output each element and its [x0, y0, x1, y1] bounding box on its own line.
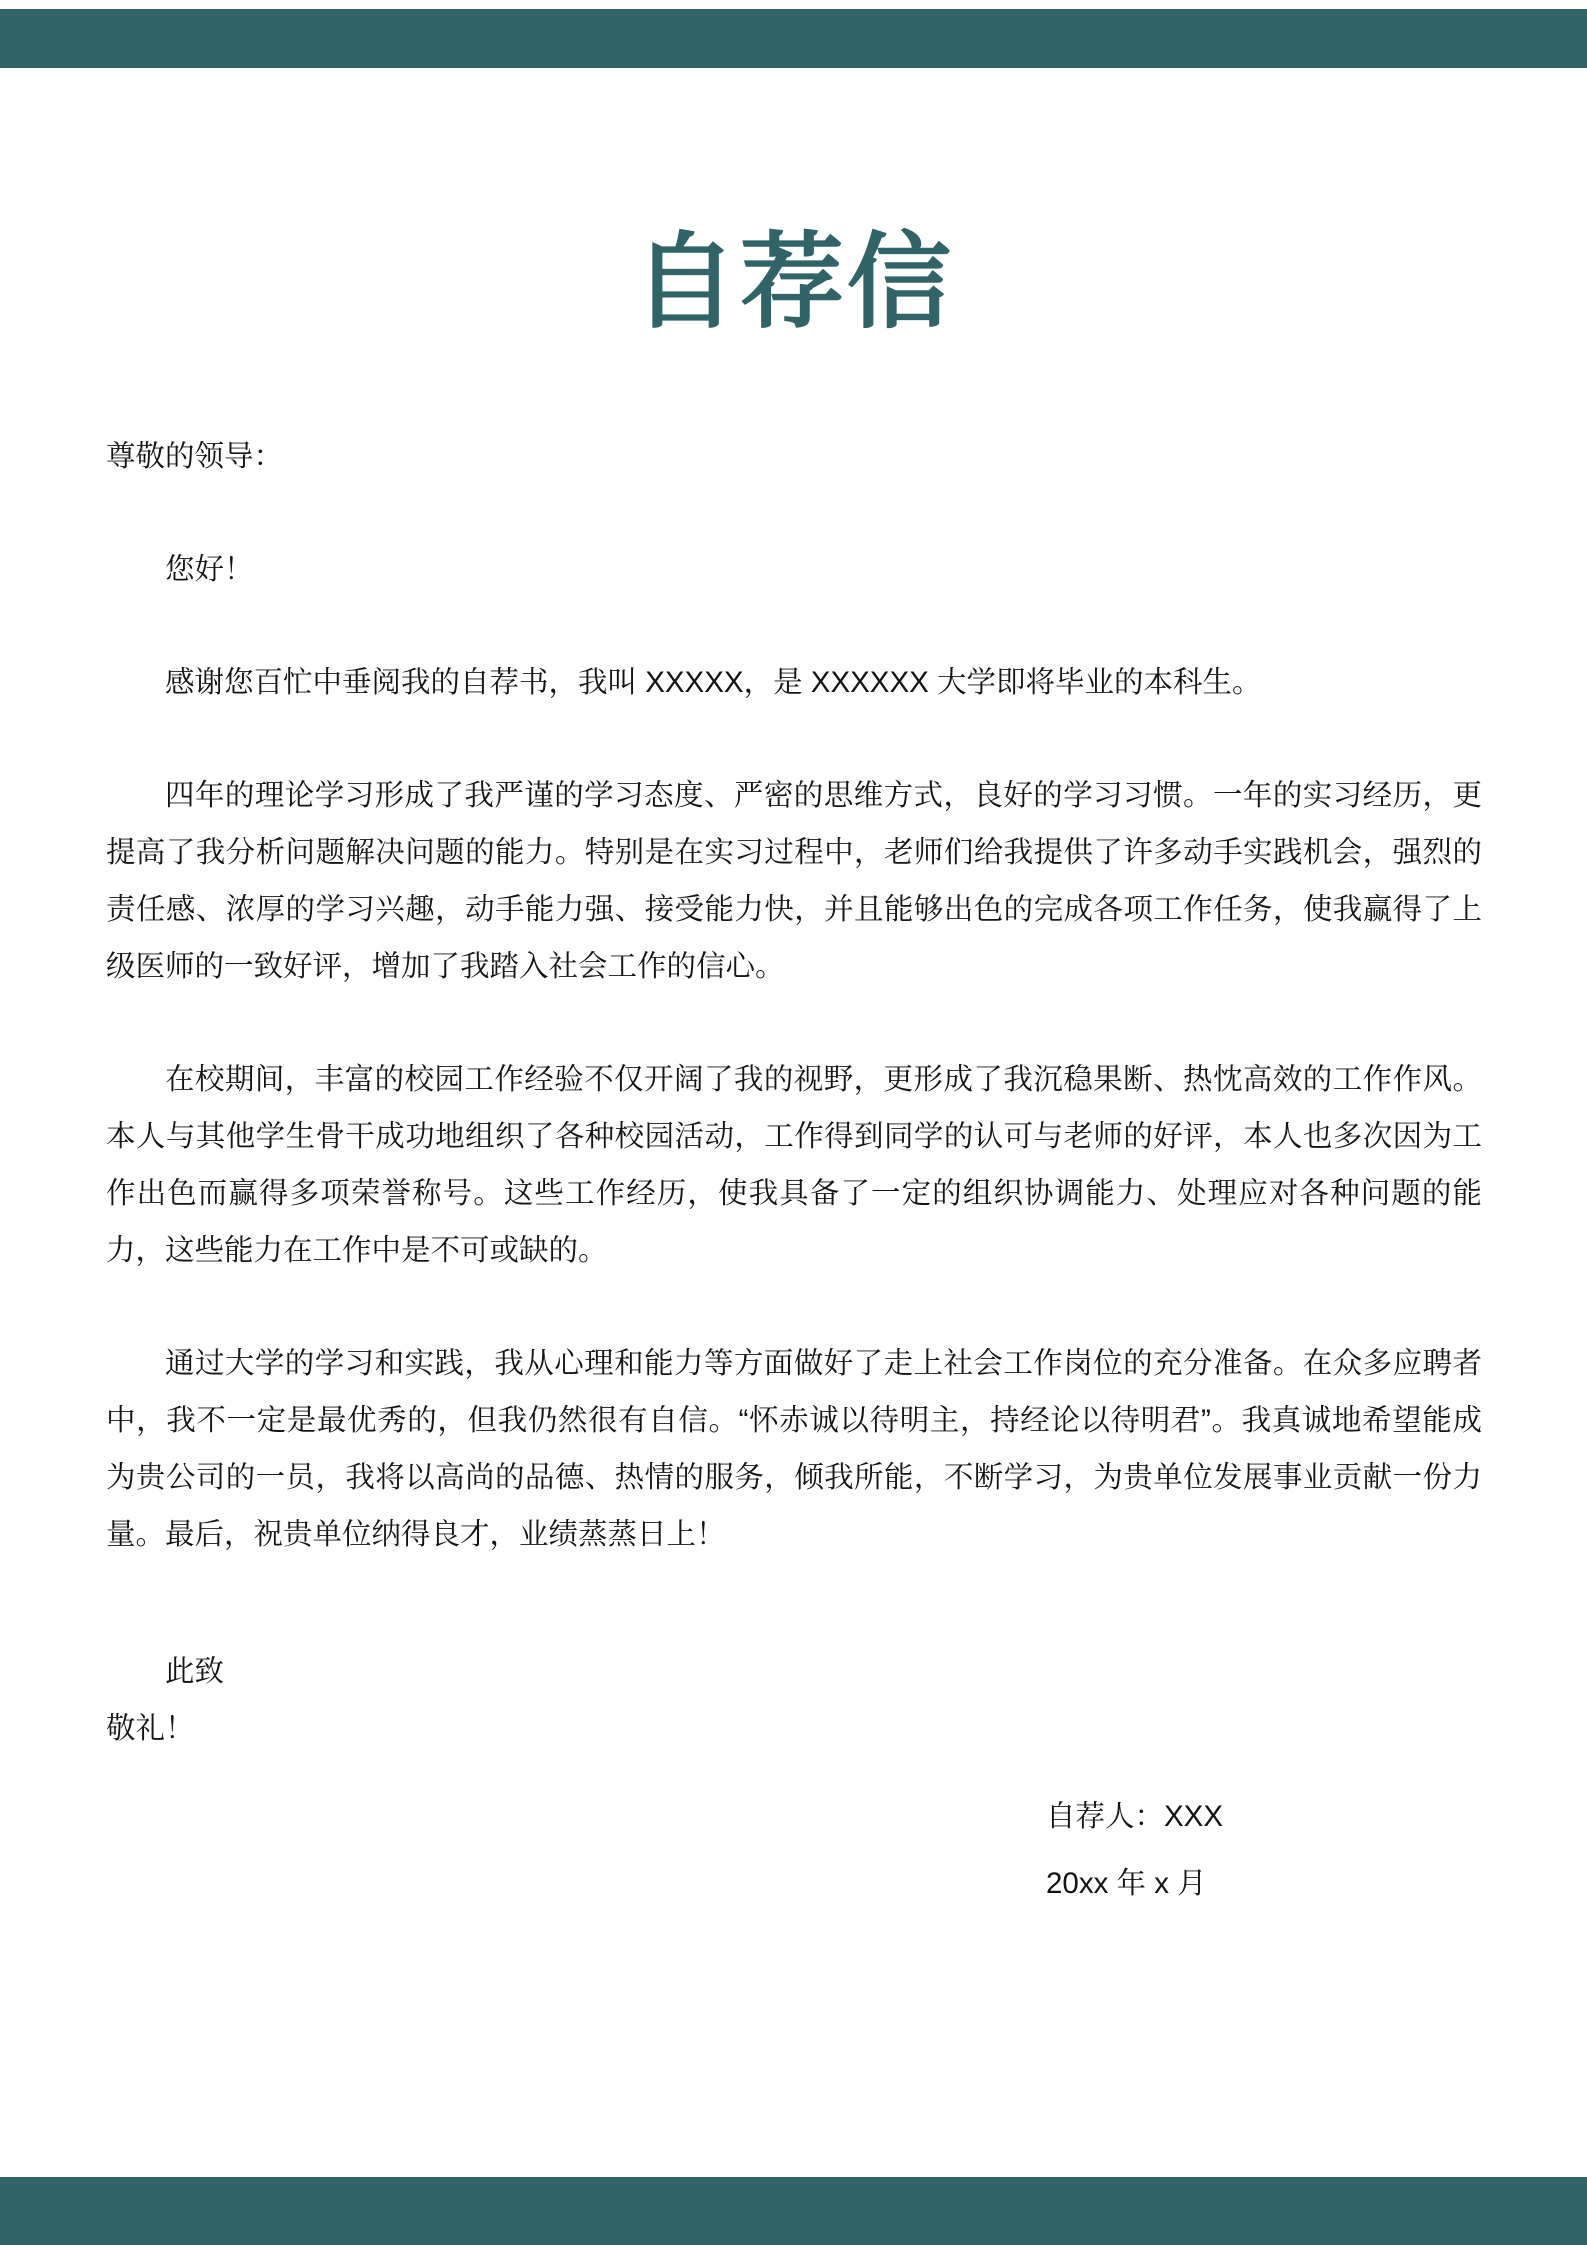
intro-paragraph: 感谢您百忙中垂阅我的自荐书，我叫 XXXXX，是 XXXXXX 大学即将毕业的本科生。 [165, 666, 1262, 699]
campus-work-paragraph: 在校期间，丰富的校园工作经验不仅开阔了我的视野，更形成了我沉稳果断、热忱高效的工作作风。本人与其他学生骨干成功地组织了各种校园活动，工作得到同学的认可与老师的好评，本人也多次因为工作出色而赢得多项荣誉称号。这些工作经历，使我具备了一定的组织协调能力、处理应对各种问题的能力，这些能力在工作中是不可或缺的。 [106, 1063, 1482, 1267]
signature-block [1046, 1783, 1482, 1917]
study-experience-paragraph: 四年的理论学习形成了我严谨的学习态度、严密的思维方式，良好的学习习惯。一年的实习经历，更提高了我分析问题解决问题的能力。特别是在实习过程中，老师们给我提供了许多动手实践机会，强烈的责任感、浓厚的学习兴趣，动手能力强、接受能力快，并且能够出色的完成各项工作任务，使我赢得了上级医师的一致好评，增加了我踏入社会工作的信心。 [106, 779, 1482, 983]
signer-line: 自荐人：XXX [1046, 1800, 1224, 1833]
closing-respectfully: 此致 [165, 1655, 225, 1688]
date-line: 20xx 年 x 月 [1046, 1867, 1207, 1900]
letter-body [106, 428, 1482, 1917]
greeting-paragraph: 您好！ [165, 553, 254, 586]
closing-salute: 敬礼！ [106, 1712, 195, 1745]
page-title: 自荐信 [632, 225, 954, 341]
header-accent-bar [0, 9, 1587, 68]
footer-accent-bar [0, 2177, 1587, 2245]
aspiration-paragraph: 通过大学的学习和实践，我从心理和能力等方面做好了走上社会工作岗位的充分准备。在众多应聘者中，我不一定是最优秀的，但我仍然很有自信。“怀赤诚以待明主，持经论以待明君”。我真诚地希望能成为贵公司的一员，我将以高尚的品德、热情的服务，倾我所能，不断学习，为贵单位发展事业贡献一份力量。最后，祝贵单位纳得良才，业绩蒸蒸日上！ [106, 1347, 1482, 1551]
salutation-line: 尊敬的领导： [106, 440, 284, 473]
